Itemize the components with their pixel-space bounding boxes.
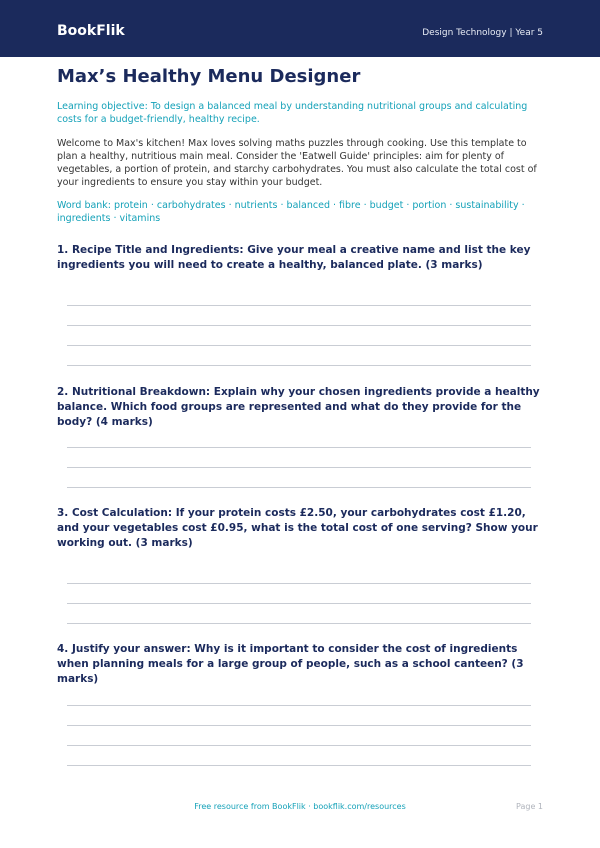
subject-year-label: Design Technology | Year 5 — [422, 28, 543, 38]
word-bank: Word bank: protein · carbohydrates · nutrients · balanced · fibre · budget · portion · sustainability · ingredients · vitamins — [57, 200, 525, 224]
answer-line[interactable] — [67, 603, 531, 604]
answer-line[interactable] — [67, 705, 531, 706]
question-3: 3. Cost Calculation: If your protein costs £2.50, your carbohydrates cost £1.20, and your vegetables cost £0.95, what is the total cost of one serving? Show your working out. (3 marks) — [57, 507, 538, 549]
answer-line[interactable] — [67, 325, 531, 326]
answer-line[interactable] — [67, 467, 531, 468]
intro-paragraph: Welcome to Max's kitchen! Max loves solving maths puzzles through cooking. Use this template to plan a healthy, nutritious main meal. Consider the 'Eatwell Guide' principles: aim for plenty of vegetables, a portion of protein, and starchy carbohydrates. You must also calculate the total cost of your ingredients to ensure you stay within your budget. — [57, 138, 537, 188]
learning-objective: Learning objective: To design a balanced meal by understanding nutritional groups and calculating costs for a budget-friendly, healthy recipe. — [57, 101, 528, 125]
answer-line[interactable] — [67, 305, 531, 306]
answer-line[interactable] — [67, 583, 531, 584]
question-4: 4. Justify your answer: Why is it important to consider the cost of ingredients when planning meals for a large group of people, such as a school canteen? (3 marks) — [57, 643, 524, 685]
question-2: 2. Nutritional Breakdown: Explain why your chosen ingredients provide a healthy balance. Which food groups are represented and what do they provide for the body? (4 marks) — [57, 386, 540, 428]
answer-line[interactable] — [67, 447, 531, 448]
answer-line[interactable] — [67, 623, 531, 624]
page-number: Page 1 — [516, 802, 543, 811]
answer-line[interactable] — [67, 487, 531, 488]
answer-line[interactable] — [67, 725, 531, 726]
answer-line[interactable] — [67, 345, 531, 346]
question-1: 1. Recipe Title and Ingredients: Give your meal a creative name and list the key ingredients you will need to create a healthy, balanced plate. (3 marks) — [57, 244, 531, 271]
page-header — [0, 0, 600, 57]
page-title: Max’s Healthy Menu Designer — [57, 66, 361, 87]
answer-line[interactable] — [67, 745, 531, 746]
brand-logo-text: BookFlik — [57, 23, 125, 39]
answer-line[interactable] — [67, 365, 531, 366]
footer-source: Free resource from BookFlik · bookflik.com/resources — [194, 802, 406, 811]
answer-line[interactable] — [67, 765, 531, 766]
